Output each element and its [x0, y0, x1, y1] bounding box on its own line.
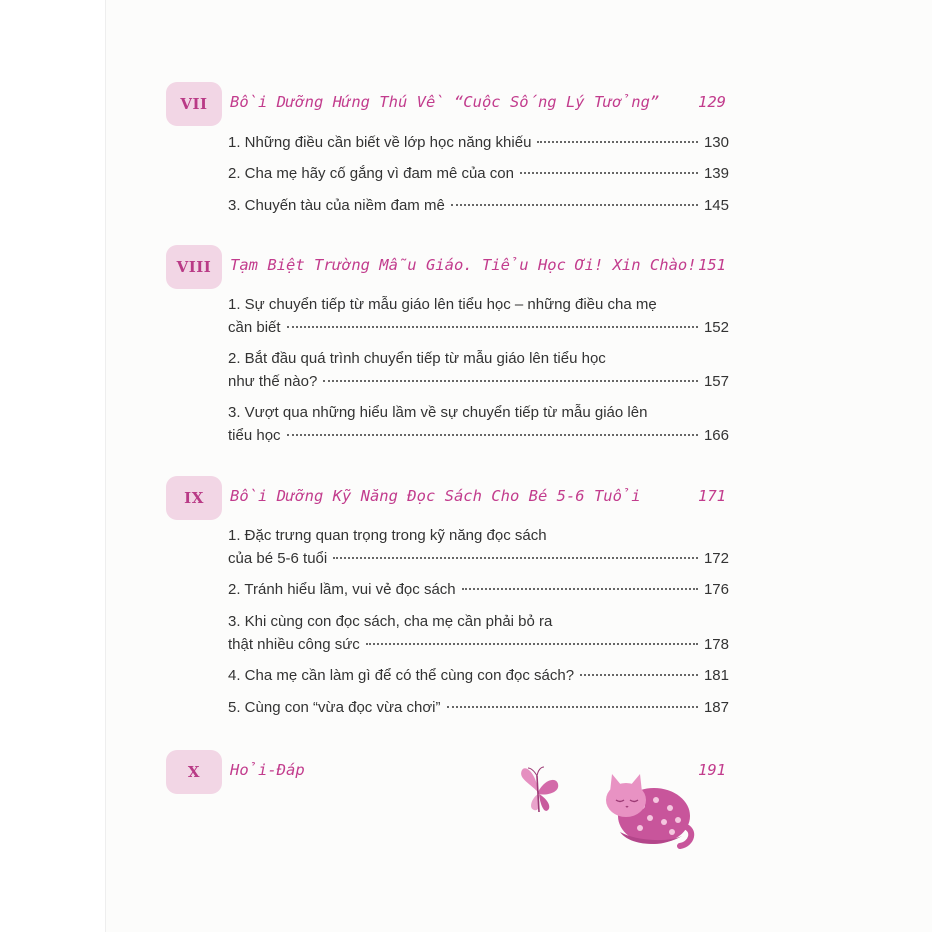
- dot-leader: [323, 380, 698, 382]
- toc-entry-page: 166: [703, 427, 729, 444]
- toc-entry-title-line: 1. Đặc trưng quan trọng trong kỹ năng đọc sách: [228, 527, 547, 544]
- chapter-page-number: 129: [698, 93, 726, 111]
- toc-entry-title: cần biết: [228, 319, 281, 336]
- toc-entry-page: 157: [703, 373, 729, 390]
- chapter-number-badge: IX: [166, 476, 222, 520]
- chapter-heading-vii: [166, 82, 726, 126]
- chapter-number-badge: X: [166, 750, 222, 794]
- butterfly-icon: [516, 764, 562, 816]
- dot-leader: [333, 557, 698, 559]
- dot-leader: [287, 434, 698, 436]
- toc-entry: [228, 131, 729, 154]
- toc-entry: [228, 578, 729, 601]
- chapter-page-number: 171: [698, 487, 726, 505]
- dot-leader: [287, 326, 698, 328]
- chapter-heading-viii: [166, 245, 726, 289]
- toc-entry-page: 130: [703, 134, 729, 151]
- toc-entry: [228, 347, 729, 393]
- toc-entry-title: 3. Chuyến tàu của niềm đam mê: [228, 197, 445, 214]
- chapter-title: Bồi Dưỡng Kỹ Năng Đọc Sách Cho Bé 5-6 Tuổi: [230, 487, 641, 505]
- toc-entry: [228, 696, 729, 719]
- toc-entry-page: 187: [703, 699, 729, 716]
- chapter-heading-ix: [166, 476, 726, 520]
- toc-entry-page: 176: [703, 581, 729, 598]
- toc-entry: [228, 664, 729, 687]
- toc-entry-page: 172: [703, 550, 729, 567]
- dot-leader: [580, 674, 698, 676]
- dot-leader: [451, 204, 698, 206]
- toc-entry-page: 178: [703, 636, 729, 653]
- toc-entry-title-line: 3. Vượt qua những hiểu lầm về sự chuyển tiếp từ mẫu giáo lên: [228, 404, 648, 421]
- chapter-title: Hỏi-Đáp: [230, 761, 305, 779]
- toc-entry: [228, 524, 729, 570]
- toc-entry-title: 4. Cha mẹ cần làm gì để có thể cùng con đọc sách?: [228, 667, 575, 684]
- chapter-number-badge: VII: [166, 82, 222, 126]
- chapter-title: Bồi Dưỡng Hứng Thú Về “Cuộc Sống Lý Tưởng”: [230, 93, 660, 111]
- chapter-title: Tạm Biệt Trường Mẫu Giáo. Tiểu Học Ơi! Xin Chào!: [230, 256, 697, 274]
- chapter-number-badge: VIII: [166, 245, 222, 289]
- chapter-page-number: 191: [698, 761, 726, 779]
- toc-entry-title: tiểu học: [228, 427, 281, 444]
- dot-leader: [447, 706, 698, 708]
- toc-entry-title: 5. Cùng con “vừa đọc vừa chơi”: [228, 699, 441, 716]
- toc-entry-page: 181: [703, 667, 729, 684]
- toc-entry-title-line: 2. Bắt đầu quá trình chuyển tiếp từ mẫu giáo lên tiểu học: [228, 350, 606, 367]
- toc-entry-title: 2. Cha mẹ hãy cố gắng vì đam mê của con: [228, 165, 514, 182]
- dot-leader: [520, 172, 698, 174]
- toc-entry: [228, 162, 729, 185]
- toc-entry-title: 1. Những điều cần biết về lớp học năng khiếu: [228, 134, 532, 151]
- toc-entry-page: 139: [703, 165, 729, 182]
- dot-leader: [366, 643, 698, 645]
- toc-entry-page: 145: [703, 197, 729, 214]
- toc-entry-title: như thế nào?: [228, 373, 318, 390]
- toc-entry: [228, 293, 729, 339]
- cat-icon: [600, 770, 696, 852]
- chapter-page-number: 151: [698, 256, 726, 274]
- toc-entry: [228, 194, 729, 217]
- dot-leader: [537, 141, 698, 143]
- toc-entry-title-line: 3. Khi cùng con đọc sách, cha mẹ cần phải bỏ ra: [228, 613, 553, 630]
- toc-entry: [228, 610, 729, 656]
- toc-entry-title: của bé 5-6 tuổi: [228, 550, 328, 567]
- toc-entry-title-line: 1. Sự chuyển tiếp từ mẫu giáo lên tiểu học – những điều cha mẹ: [228, 296, 657, 313]
- toc-entry-title: 2. Tránh hiểu lầm, vui vẻ đọc sách: [228, 581, 456, 598]
- dot-leader: [462, 588, 698, 590]
- toc-entry-page: 152: [703, 319, 729, 336]
- toc-entry-title: thật nhiều công sức: [228, 636, 360, 653]
- toc-entry: [228, 401, 729, 447]
